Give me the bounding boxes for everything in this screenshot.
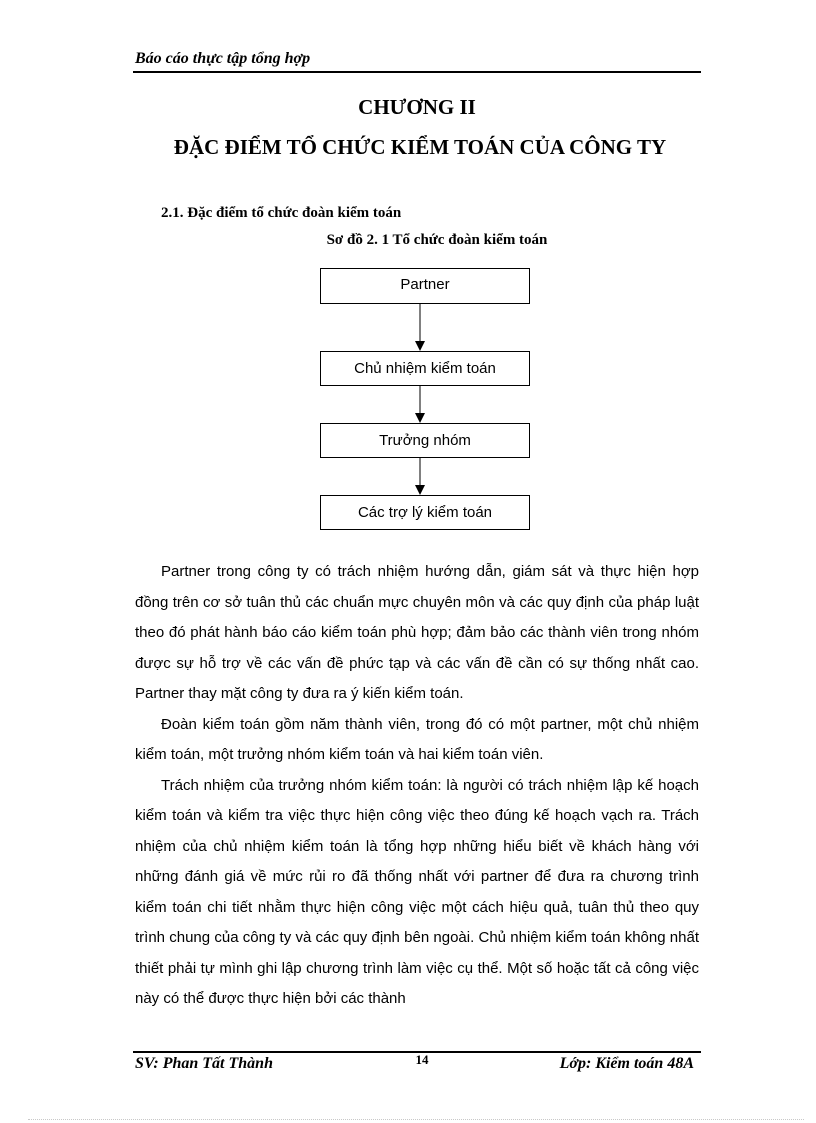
org-box-partner: Partner <box>320 268 530 304</box>
section-heading: 2.1. Đặc điểm tổ chức đoàn kiểm toán <box>161 205 402 221</box>
paragraph-team-composition: Đoàn kiểm toán gồm năm thành viên, trong đó có một partner, một chủ nhiệm kiểm toán, một trưởng nhóm kiểm toán và hai kiểm toán viên. <box>135 715 699 763</box>
page-bottom-edge <box>28 1119 804 1120</box>
chapter-number: CHƯƠNG II <box>358 95 476 119</box>
document-header-title: Báo cáo thực tập tổng hợp <box>135 50 311 67</box>
org-box-audit-manager: Chủ nhiệm kiểm toán <box>320 351 530 386</box>
paragraph-partner-duties: Partner trong công ty có trách nhiệm hướng dẫn, giám sát và thực hiện hợp đồng trên cơ sở tuân thủ các chuẩn mực chuyên môn và các quy định của pháp luật theo đó phát hành báo cáo kiểm toán phù hợp; đảm bảo các thành viên trong nhóm được sự hỗ trợ về các vấn đề phức tạp và các vấn đề cần có sự thống nhất cao. Partner thay mặt công ty đưa ra ý kiến kiểm toán. <box>135 563 699 702</box>
header-divider <box>133 71 701 73</box>
paragraph-responsibilities: Trách nhiệm của trưởng nhóm kiểm toán: là người có trách nhiệm lập kế hoạch kiểm toán và kiểm tra việc thực hiện công việc theo đúng kế hoạch vạch ra. Trách nhiệm của chủ nhiệm kiểm toán là tổng hợp những hiểu biết về khách hàng với những đánh giá về mức rủi ro đã thống nhất với partner để đưa ra chương trình kiểm toán chi tiết nhằm thực hiện công việc một cách hiệu quả, tuân thủ theo quy trình chung của công ty và các quy định bên ngoài. Chủ nhiệm kiểm toán không nhất thiết phải tự mình ghi lập chương trình làm việc cụ thể. Một số hoặc tất cả công việc này có thể được thực hiện bởi các thành <box>135 776 699 1007</box>
org-box-team-leader: Trưởng nhóm <box>320 423 530 458</box>
page-number: 14 <box>415 1052 429 1067</box>
footer-student-name: SV: Phan Tất Thành <box>135 1055 273 1072</box>
diagram-caption: Sơ đồ 2. 1 Tổ chức đoàn kiểm toán <box>326 232 548 248</box>
org-box-audit-assistants: Các trợ lý kiểm toán <box>320 495 530 530</box>
footer-class-name: Lớp: Kiểm toán 48A <box>559 1055 694 1072</box>
body-text <box>135 557 699 1015</box>
chapter-title: ĐẶC ĐIỂM TỔ CHỨC KIỂM TOÁN CỦA CÔNG TY <box>173 135 667 159</box>
